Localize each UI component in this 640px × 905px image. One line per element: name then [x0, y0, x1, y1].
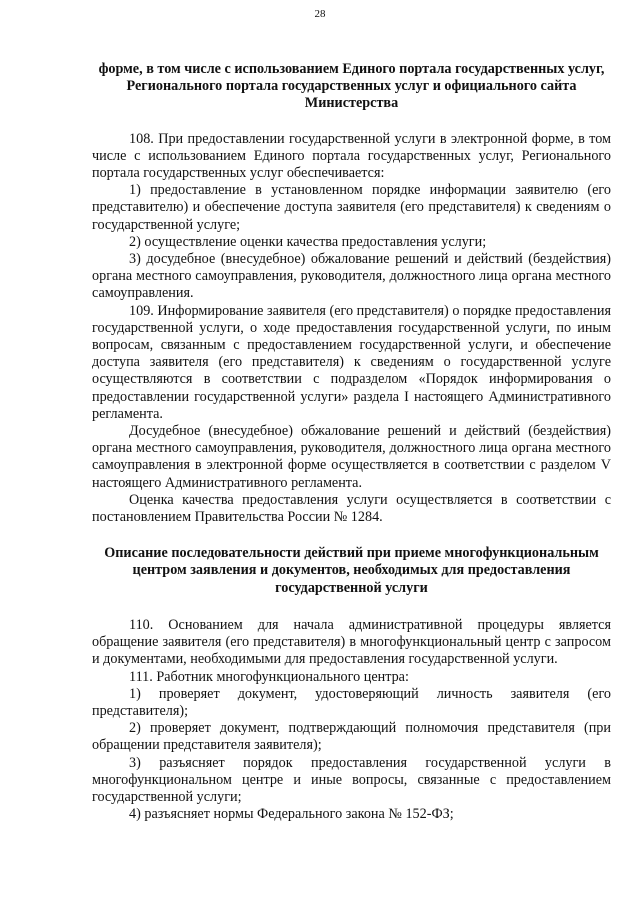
- paragraph-111-item-2: 2) проверяет документ, подтверждающий полномочия представителя (при обращении представителя заявителя);: [92, 720, 611, 754]
- paragraph-111-item-1: 1) проверяет документ, удостоверяющий личность заявителя (его представителя);: [92, 685, 611, 719]
- paragraph-111-item-3: 3) разъясняет порядок предоставления государственной услуги в многофункциональном центре и иные вопросы, связанные с предоставлением государственной услуги;: [92, 754, 611, 805]
- page-content: [92, 61, 611, 823]
- paragraph-109-quality: Оценка качества предоставления услуги осуществляется в соответствии с постановлением Правительства России № 1284.: [92, 491, 611, 526]
- section-heading: форме, в том числе с использованием Единого портала государственных услуг, Регионального портала государственных услуг и официального сайта Министерства: [98, 61, 605, 112]
- paragraph-108-item-1: 1) предоставление в установленном порядке информации заявителю (его представителю) и обеспечение доступа заявителя (его представителя) к сведениям о государственной услуге;: [92, 182, 611, 233]
- paragraph-109-appeal: Досудебное (внесудебное) обжалование решений и действий (бездействия) органа местного самоуправления, руководителя, должностного лица органа местного самоуправления в электронной форме осуществляется в соответствии с разделом V настоящего Административного регламента.: [92, 423, 611, 491]
- paragraph-108-item-3: 3) досудебное (внесудебное) обжалование решений и действий (бездействия) органа местного самоуправления, руководителя, должностного лица органа местного самоуправления.: [92, 251, 611, 302]
- paragraph-109: 109. Информирование заявителя (его представителя) о порядке предоставления государственной услуги, о ходе предоставления государственной услуги, по иным вопросам, связанным с предоставлением государственной услуги, и обеспечение доступа заявителя (его представителя) к сведениям о государственной услуге осуществляются в соответствии с подразделом «Порядок информирования о предоставлении государственной услуги» раздела I настоящего Административного регламента.: [92, 302, 611, 422]
- paragraph-111-item-4: 4) разъясняет нормы Федерального закона № 152-ФЗ;: [129, 806, 454, 823]
- paragraph-108-item-2: 2) осуществление оценки качества предоставления услуги;: [129, 233, 487, 250]
- paragraph-108: 108. При предоставлении государственной услуги в электронной форме, в том числе с использованием Единого портала государственных услуг, Регионального портала государственных услуг обеспечивается:: [92, 130, 611, 182]
- page-number: 28: [314, 8, 326, 20]
- paragraph-110: 110. Основанием для начала административной процедуры является обращение заявителя (его представителя) в многофункциональный центр с запросом и документами, необходимыми для предоставления государственной услуги.: [92, 616, 611, 668]
- section-heading: Описание последовательности действий при приеме многофункциональным центром заявления и документов, необходимых для предоставления государственной услуги: [104, 545, 599, 596]
- paragraph-111: 111. Работник многофункционального центра:: [129, 668, 409, 685]
